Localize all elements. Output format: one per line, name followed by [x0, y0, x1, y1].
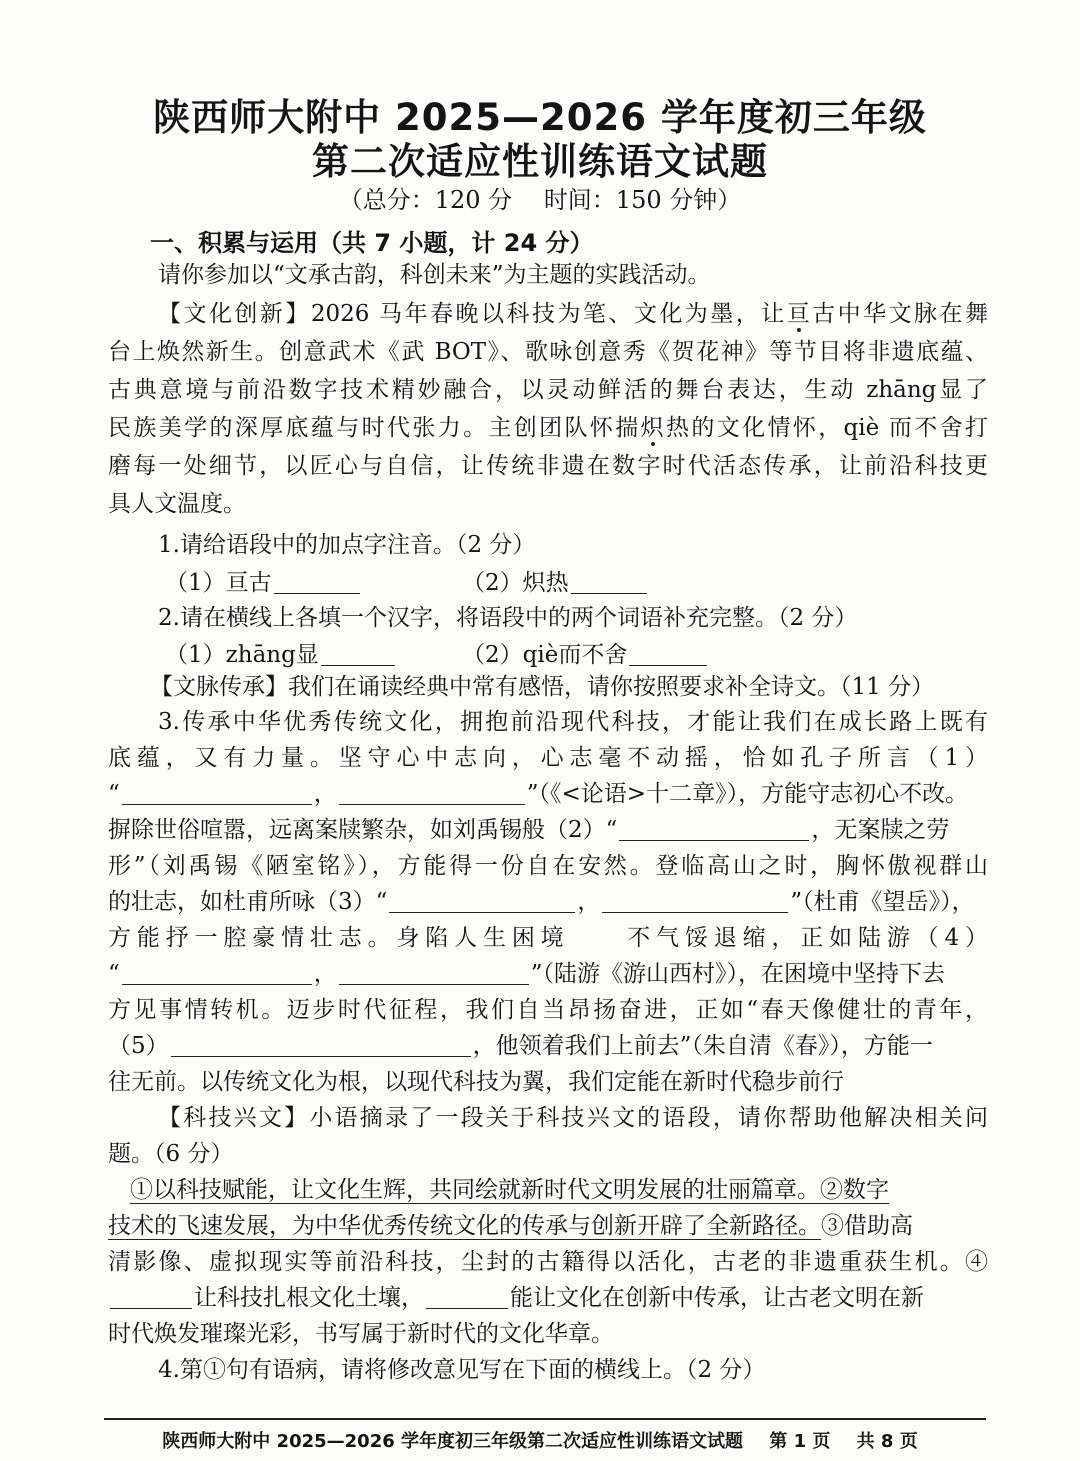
- question-1-stem: 1.请给语段中的加点字注音。（2 分）: [158, 532, 536, 558]
- question-3-line: [108, 1029, 988, 1063]
- page-footer: [0, 1428, 1080, 1456]
- answer-blank[interactable]: [339, 780, 525, 805]
- question-3-line: [108, 813, 988, 847]
- question-text: ③借助高: [821, 1213, 913, 1239]
- answer-blank[interactable]: [602, 888, 788, 913]
- underlined-sentence: 技术的飞速发展，为中华优秀传统文化的传承与创新开辟了全新路径。: [108, 1213, 821, 1239]
- footer-page-number: 第 1 页: [769, 1431, 831, 1452]
- answer-blank[interactable]: [426, 1284, 508, 1309]
- footer-divider: [104, 1418, 986, 1420]
- answer-blank[interactable]: [110, 1284, 192, 1309]
- total-score: （总分：120 分: [338, 186, 513, 214]
- wenmai-heading: 【文脉传承】我们在诵读经典中常有感悟，请你按照要求补全诗文。（11 分）: [150, 674, 935, 700]
- comma: ，: [313, 961, 337, 987]
- exam-time: 时间：150 分钟）: [543, 186, 742, 214]
- question-4-stem: 4.第①句有语病，请将修改意见写在下面的横线上。（2 分）: [158, 1357, 766, 1383]
- question-3-line: 往无前。以传统文化为根，以现代科技为翼，我们定能在新时代稳步前行: [108, 1069, 844, 1095]
- dotted-char: 炽: [640, 415, 667, 441]
- question-3-line: 方能抒一腔豪情壮志。身陷人生困境 不气馁退缩，正如陆游（4）: [108, 925, 988, 951]
- quote-mark: “: [108, 961, 120, 987]
- answer-label: （1）亘古: [165, 570, 272, 596]
- question-3-line: [108, 957, 988, 991]
- answer-blank[interactable]: [339, 960, 529, 985]
- answer-blank[interactable]: [321, 641, 395, 666]
- keji-line: [108, 1281, 988, 1315]
- answer-label: （1）zhāng显: [165, 642, 319, 668]
- question-3-line: [108, 885, 988, 919]
- keji-line: 清影像、虚拟现实等前沿科技，尘封的古籍得以活化，古老的非遗重获生机。④: [108, 1249, 988, 1275]
- intro-text: 请你参加以“文承古韵，科创未来”为主题的实践活动。: [158, 262, 711, 288]
- question-text: 摒除世俗喧嚣，远离案牍繁杂，如刘禹锡般（2）“: [108, 817, 618, 843]
- answer-blank[interactable]: [629, 641, 707, 666]
- passage-line: 台上焕然新生。创意武术《武 BOT》、歌咏创意秀《贺花神》等节目将非遗底蕴、: [108, 339, 988, 365]
- underlined-sentence: ①以科技赋能，让文化生辉，共同绘就新时代文明发展的壮丽篇章。: [130, 1177, 820, 1203]
- passage-line: [158, 297, 988, 331]
- question-text: 能让文化在创新中传承，让古老文明在新: [510, 1285, 924, 1311]
- passage-line: [108, 411, 988, 445]
- answer-blank[interactable]: [389, 888, 575, 913]
- keji-heading-cont: 题。（6 分）: [108, 1141, 234, 1167]
- underlined-sentence: ②数字: [820, 1177, 889, 1203]
- question-3-line: 方见事情转机。迈步时代征程，我们自当昂扬奋进，正如“春天像健壮的青年，: [108, 997, 988, 1023]
- question-text: 让科技扎根文化土壤，: [194, 1285, 424, 1311]
- passage-line: 古典意境与前沿数字技术精妙融合，以灵动鲜活的舞台表达，生动 zhāng显了: [108, 377, 988, 403]
- question-1-b: [462, 566, 762, 600]
- footer-page-total: 共 8 页: [856, 1431, 918, 1452]
- question-text: ”（《<论语>十二章》），方能守志初心不改。: [526, 781, 969, 807]
- passage-text: 民族美学的深厚底蕴与时代张力。主创团队怀揣: [108, 415, 641, 441]
- answer-blank[interactable]: [171, 1032, 471, 1057]
- keji-line: 时代焕发璀璨光彩，书写属于新时代的文化华章。: [108, 1321, 614, 1347]
- passage-line: 具人文温度。: [108, 491, 246, 517]
- exam-title-line2: 第二次适应性训练语文试题: [312, 140, 768, 183]
- footer-title: 陕西师大附中 2025—2026 学年度初三年级第二次适应性训练语文试题: [162, 1431, 744, 1452]
- question-text: ”（陆游《游山西村》），在困境中坚持下去: [530, 961, 946, 987]
- comma: ，: [313, 781, 337, 807]
- keji-heading: 【科技兴文】小语摘录了一段关于科技兴文的语段，请你帮助他解决相关问: [158, 1105, 988, 1131]
- question-text: （5）: [108, 1033, 169, 1059]
- answer-label: （2）qiè而不舍: [462, 642, 628, 668]
- answer-label: （2）炽热: [462, 570, 569, 596]
- question-text: ，他领着我们上前去”（朱自清《春》），方能一: [472, 1033, 933, 1059]
- quote-mark: “: [108, 781, 120, 807]
- keji-line: [108, 1209, 988, 1243]
- question-3-line: 3.传承中华优秀传统文化，拥抱前沿现代科技，才能让我们在成长路上既有: [158, 709, 988, 735]
- answer-blank[interactable]: [122, 960, 312, 985]
- question-3-line: [108, 777, 988, 811]
- question-3-line: 底蕴，又有力量。坚守心中志向，心志毫不动摇，恰如孔子所言（1）: [108, 745, 988, 771]
- dotted-char: 亘: [786, 301, 813, 327]
- question-text: ，无案牍之劳: [811, 817, 950, 843]
- question-text: ”（杜甫《望岳》），: [790, 889, 975, 915]
- answer-blank[interactable]: [122, 780, 312, 805]
- question-2-stem: 2.请在横线上各填一个汉字，将语段中的两个词语补充完整。（2 分）: [158, 605, 858, 631]
- answer-blank[interactable]: [274, 569, 360, 594]
- question-2-b: [462, 638, 762, 672]
- passage-text: 热的文化情怀，qiè 而不舍打: [666, 415, 989, 441]
- question-3-line: 形”（刘禹锡《陋室铭》），方能得一份自在安然。登临高山之时，胸怀傲视群山: [108, 853, 988, 879]
- exam-title-line1: 陕西师大附中 2025—2026 学年度初三年级: [153, 96, 927, 139]
- keji-line: [130, 1173, 988, 1207]
- answer-blank[interactable]: [619, 816, 809, 841]
- section-heading: 一、积累与运用（共 7 小题，计 24 分）: [150, 229, 594, 257]
- passage-text: 【文化创新】2026 马年春晚以科技为笔、文化为墨，让: [158, 301, 787, 327]
- comma: ，: [577, 889, 601, 915]
- passage-line: 磨每一处细节，以匠心与自信，让传统非遗在数字时代活态传承，让前沿科技更: [108, 453, 988, 479]
- exam-meta: [0, 184, 1080, 216]
- question-text: 的壮志，如杜甫所咏（3）“: [108, 889, 388, 915]
- answer-blank[interactable]: [571, 569, 647, 594]
- passage-text: 古中华文脉在舞: [812, 301, 989, 327]
